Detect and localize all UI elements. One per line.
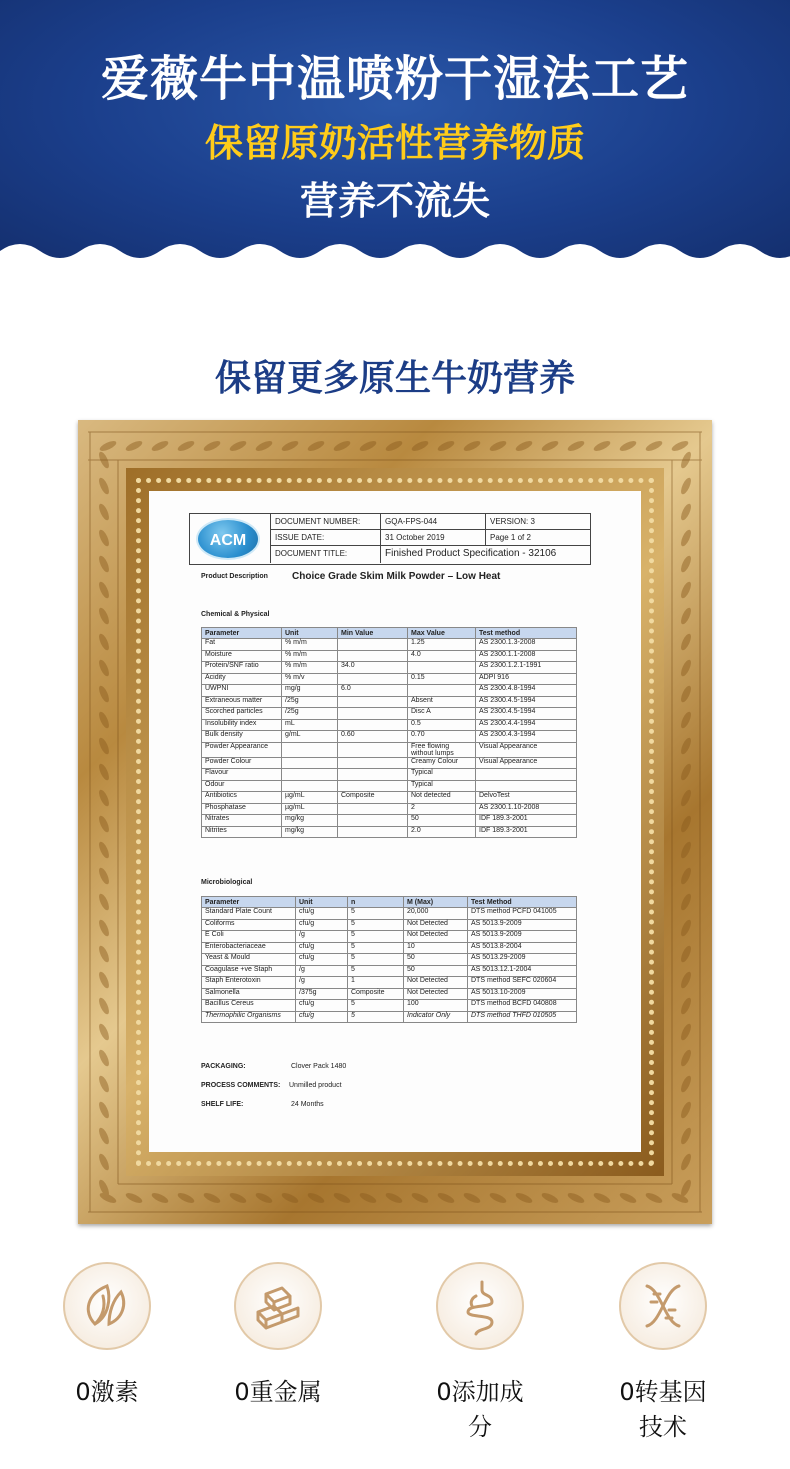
table-row [202, 815, 577, 827]
chemical-header-cell: Parameter [202, 628, 282, 639]
micro-cell: 5 [348, 919, 404, 931]
section-title: 保留更多原生牛奶营养 [214, 358, 575, 399]
table-row [202, 977, 577, 989]
doc-title-label: DOCUMENT TITLE: [270, 546, 380, 563]
table-row [202, 965, 577, 977]
micro-cell: AS 5013.9-2009 [468, 931, 577, 943]
micro-cell: Not Detected [404, 977, 468, 989]
feature-label: 0重金属 [234, 1378, 322, 1406]
chemical-cell: 2 [408, 803, 476, 815]
micro-cell: 1 [348, 977, 404, 989]
shelf-life-label: SHELF LIFE: [201, 1101, 244, 1108]
issue-date-value: 31 October 2019 [380, 530, 485, 546]
chemical-cell: mg/kg [282, 826, 338, 838]
table-row [202, 1000, 577, 1012]
micro-cell: DTS method SEFC 020604 [468, 977, 577, 989]
micro-cell: Coliforms [202, 919, 296, 931]
chemical-cell [476, 780, 577, 792]
micro-cell: AS 5013.12.1-2004 [468, 965, 577, 977]
chemical-cell: AS 2300.4.5-1994 [476, 696, 577, 708]
chemical-cell: 4.0 [408, 650, 476, 662]
feature-label: 0添加成分 [436, 1378, 524, 1441]
micro-cell: 5 [348, 1000, 404, 1012]
micro-cell: DTS method THFD 010505 [468, 1011, 577, 1023]
micro-cell: AS 5013.29-2009 [468, 954, 577, 966]
chemical-cell: AS 2300.1.1-2008 [476, 650, 577, 662]
micro-cell: 5 [348, 954, 404, 966]
chemical-header-cell: Min Value [338, 628, 408, 639]
doc-number-label: DOCUMENT NUMBER: [270, 514, 380, 530]
banner-wave [0, 233, 790, 262]
chemical-cell: Phosphatase [202, 803, 282, 815]
document [189, 513, 599, 1108]
micro-cell: AS 5013.9-2009 [468, 919, 577, 931]
chemical-cell [282, 757, 338, 769]
micro-cell: Not Detected [404, 919, 468, 931]
chemical-cell [338, 769, 408, 781]
chemical-cell: Visual Appearance [476, 742, 577, 757]
micro-cell: DTS method BCFD 040808 [468, 1000, 577, 1012]
chemical-cell: AS 2300.4.8-1994 [476, 685, 577, 697]
chemical-cell: IDF 189.3-2001 [476, 826, 577, 838]
chemical-cell: Free flowing without lumps [408, 742, 476, 757]
micro-cell: AS 5013.10-2009 [468, 988, 577, 1000]
shelf-life-value: 24 Months [291, 1101, 324, 1108]
feature-no-heavy-metals [228, 1262, 328, 1407]
micro-cell: Enterobacteriaceae [202, 942, 296, 954]
chemical-cell: % m/v [282, 673, 338, 685]
chemical-cell: Moisture [202, 650, 282, 662]
micro-header-cell: M (Max) [404, 897, 468, 908]
chemical-cell: 34.0 [338, 662, 408, 674]
micro-header-cell: Unit [296, 897, 348, 908]
micro-cell: 5 [348, 1011, 404, 1023]
chemical-cell: Absent [408, 696, 476, 708]
chemical-header-cell: Unit [282, 628, 338, 639]
micro-cell: Indicator Only [404, 1011, 468, 1023]
micro-cell: AS 5013.8-2004 [468, 942, 577, 954]
table-row [202, 650, 577, 662]
chemical-cell: Not detected [408, 792, 476, 804]
chemical-cell [338, 719, 408, 731]
table-row [202, 942, 577, 954]
chemical-cell [338, 708, 408, 720]
acm-logo: ACM [196, 518, 260, 560]
banner-subtitle: 保留原奶活性营养物质 [204, 121, 585, 165]
chemical-cell: 6.0 [338, 685, 408, 697]
chemical-cell: AS 2300.4.4-1994 [476, 719, 577, 731]
micro-cell: /g [296, 965, 348, 977]
micro-cell: 50 [404, 965, 468, 977]
micro-cell: 5 [348, 965, 404, 977]
micro-cell: /375g [296, 988, 348, 1000]
chemical-cell: AS 2300.4.3-1994 [476, 731, 577, 743]
micro-cell: 5 [348, 942, 404, 954]
product-description-label: Product Description [201, 573, 268, 580]
chemical-cell: Protein/SNF ratio [202, 662, 282, 674]
micro-cell: Standard Plate Count [202, 908, 296, 920]
table-row [202, 769, 577, 781]
micro-table [201, 896, 577, 1023]
chemical-cell [338, 803, 408, 815]
chemical-cell: mg/kg [282, 815, 338, 827]
chemical-cell: Acidity [202, 673, 282, 685]
doc-number-value: GQA-FPS-044 [380, 514, 485, 530]
process-comments-value: Unmilled product [289, 1082, 342, 1089]
feature-label: 0转基因技术 [619, 1378, 707, 1441]
micro-cell: Bacillus Cereus [202, 1000, 296, 1012]
chemical-cell: /25g [282, 708, 338, 720]
feature-no-hormones [57, 1262, 157, 1407]
chemical-cell: AS 2300.1.3-2008 [476, 639, 577, 651]
picture-frame [78, 420, 712, 1224]
chemical-cell: AS 2300.1.10-2008 [476, 803, 577, 815]
micro-cell: 5 [348, 931, 404, 943]
chemical-cell [338, 673, 408, 685]
table-row [202, 696, 577, 708]
micro-cell: /g [296, 977, 348, 989]
micro-cell: 100 [404, 1000, 468, 1012]
chemical-cell [338, 742, 408, 757]
chemical-cell [338, 826, 408, 838]
table-row [202, 780, 577, 792]
table-row [202, 1011, 577, 1023]
issue-date-label: ISSUE DATE: [270, 530, 380, 546]
chemical-cell [338, 815, 408, 827]
micro-cell: 5 [348, 908, 404, 920]
table-row [202, 662, 577, 674]
chemical-cell: AS 2300.4.5-1994 [476, 708, 577, 720]
micro-cell: cfu/g [296, 1000, 348, 1012]
doc-header [189, 513, 591, 565]
table-row [202, 931, 577, 943]
micro-cell: Thermophilic Organisms [202, 1011, 296, 1023]
process-comments-label: PROCESS COMMENTS: [201, 1082, 281, 1089]
specification-sheet [149, 491, 641, 1152]
table-row [202, 792, 577, 804]
chemical-cell [338, 639, 408, 651]
banner-tagline: 营养不流失 [299, 179, 490, 223]
micro-cell: 50 [404, 954, 468, 966]
table-row [202, 826, 577, 838]
banner-title: 爱薇牛中温喷粉干湿法工艺 [100, 51, 689, 107]
chemical-cell: IDF 189.3-2001 [476, 815, 577, 827]
table-row [202, 954, 577, 966]
chemical-table [201, 627, 577, 838]
chemical-header-cell: Test method [476, 628, 577, 639]
chemical-cell [282, 742, 338, 757]
feature-no-additives [430, 1262, 530, 1442]
table-row [202, 742, 577, 757]
chemical-cell: mg/g [282, 685, 338, 697]
chemical-cell: g/mL [282, 731, 338, 743]
micro-cell: Salmonella [202, 988, 296, 1000]
metal-bars-icon [236, 1264, 320, 1348]
chemical-cell: Powder Colour [202, 757, 282, 769]
micro-cell: E Coli [202, 931, 296, 943]
chemical-cell [408, 685, 476, 697]
table-row [202, 731, 577, 743]
chemical-cell: % m/m [282, 650, 338, 662]
table-row [202, 673, 577, 685]
doc-title-value: Finished Product Specification - 32106 [380, 546, 590, 563]
chemical-cell: Extraneous matter [202, 696, 282, 708]
chemical-cell: Insolubility index [202, 719, 282, 731]
chemical-cell [338, 696, 408, 708]
chemical-cell: Bulk density [202, 731, 282, 743]
chemical-cell [338, 757, 408, 769]
micro-cell: /g [296, 931, 348, 943]
leaf-icon [65, 1264, 149, 1348]
micro-cell: 10 [404, 942, 468, 954]
chemical-cell: Disc A [408, 708, 476, 720]
chemical-cell: Composite [338, 792, 408, 804]
packaging-value: Clover Pack 1480 [291, 1063, 347, 1070]
chemical-cell: ADPI 916 [476, 673, 577, 685]
micro-cell: Staph Enterotoxin [202, 977, 296, 989]
chemical-cell: % m/m [282, 662, 338, 674]
chemical-cell: /25g [282, 696, 338, 708]
chemical-cell: Antibiotics [202, 792, 282, 804]
feature-no-gmo [613, 1262, 713, 1442]
table-row [202, 908, 577, 920]
chemical-cell: Scorched particles [202, 708, 282, 720]
chemical-header-cell: Max Value [408, 628, 476, 639]
micro-header-cell: n [348, 897, 404, 908]
chemical-cell: Flavour [202, 769, 282, 781]
top-banner [0, 0, 790, 262]
table-row [202, 708, 577, 720]
packaging-label: PACKAGING: [201, 1063, 246, 1070]
chemical-cell: 2.0 [408, 826, 476, 838]
micro-cell: cfu/g [296, 1011, 348, 1023]
chemical-cell [282, 780, 338, 792]
chemical-cell: % m/m [282, 639, 338, 651]
table-row [202, 803, 577, 815]
chemical-cell [282, 769, 338, 781]
chemical-cell: Powder Appearance [202, 742, 282, 757]
chemical-cell: Visual Appearance [476, 757, 577, 769]
chemical-cell: 50 [408, 815, 476, 827]
table-row [202, 639, 577, 651]
table-row [202, 757, 577, 769]
dna-icon [621, 1264, 705, 1348]
doc-page: Page 1 of 2 [485, 530, 590, 546]
chemical-cell: mL [282, 719, 338, 731]
chemical-cell: 0.15 [408, 673, 476, 685]
chemical-cell: DelvoTest [476, 792, 577, 804]
micro-cell: cfu/g [296, 942, 348, 954]
chemical-cell: Typical [408, 780, 476, 792]
chemical-cell: UWPNI [202, 685, 282, 697]
micro-cell: Coagulase +ve Staph [202, 965, 296, 977]
chemical-cell: Creamy Colour [408, 757, 476, 769]
micro-header-cell: Parameter [202, 897, 296, 908]
chemical-cell [338, 780, 408, 792]
chemical-section-title: Chemical & Physical [201, 611, 270, 618]
table-row [202, 719, 577, 731]
micro-cell: Composite [348, 988, 404, 1000]
chemical-cell: Nitrites [202, 826, 282, 838]
chemical-cell: 1.25 [408, 639, 476, 651]
chemical-cell [476, 769, 577, 781]
micro-cell: Yeast & Mould [202, 954, 296, 966]
micro-cell: cfu/g [296, 908, 348, 920]
gut-icon [438, 1264, 522, 1348]
micro-cell: cfu/g [296, 954, 348, 966]
micro-cell: 20,000 [404, 908, 468, 920]
chemical-cell: 0.5 [408, 719, 476, 731]
chemical-cell: µg/mL [282, 803, 338, 815]
chemical-cell: 0.60 [338, 731, 408, 743]
chemical-cell: Typical [408, 769, 476, 781]
chemical-cell [408, 662, 476, 674]
chemical-cell: 0.70 [408, 731, 476, 743]
table-row [202, 988, 577, 1000]
chemical-cell [338, 650, 408, 662]
product-description-value: Choice Grade Skim Milk Powder – Low Heat [292, 571, 501, 582]
micro-cell: DTS method PCFD 041005 [468, 908, 577, 920]
chemical-cell: Odour [202, 780, 282, 792]
chemical-cell: AS 2300.1.2.1-1991 [476, 662, 577, 674]
table-row [202, 919, 577, 931]
doc-version: VERSION: 3 [485, 514, 590, 530]
micro-header-cell: Test Method [468, 897, 577, 908]
micro-cell: cfu/g [296, 919, 348, 931]
feature-label: 0激素 [75, 1378, 139, 1406]
chemical-cell: µg/mL [282, 792, 338, 804]
micro-cell: Not Detected [404, 931, 468, 943]
chemical-cell: Nitrates [202, 815, 282, 827]
chemical-cell: Fat [202, 639, 282, 651]
micro-cell: Not Detected [404, 988, 468, 1000]
micro-section-title: Microbiological [201, 879, 253, 886]
table-row [202, 685, 577, 697]
